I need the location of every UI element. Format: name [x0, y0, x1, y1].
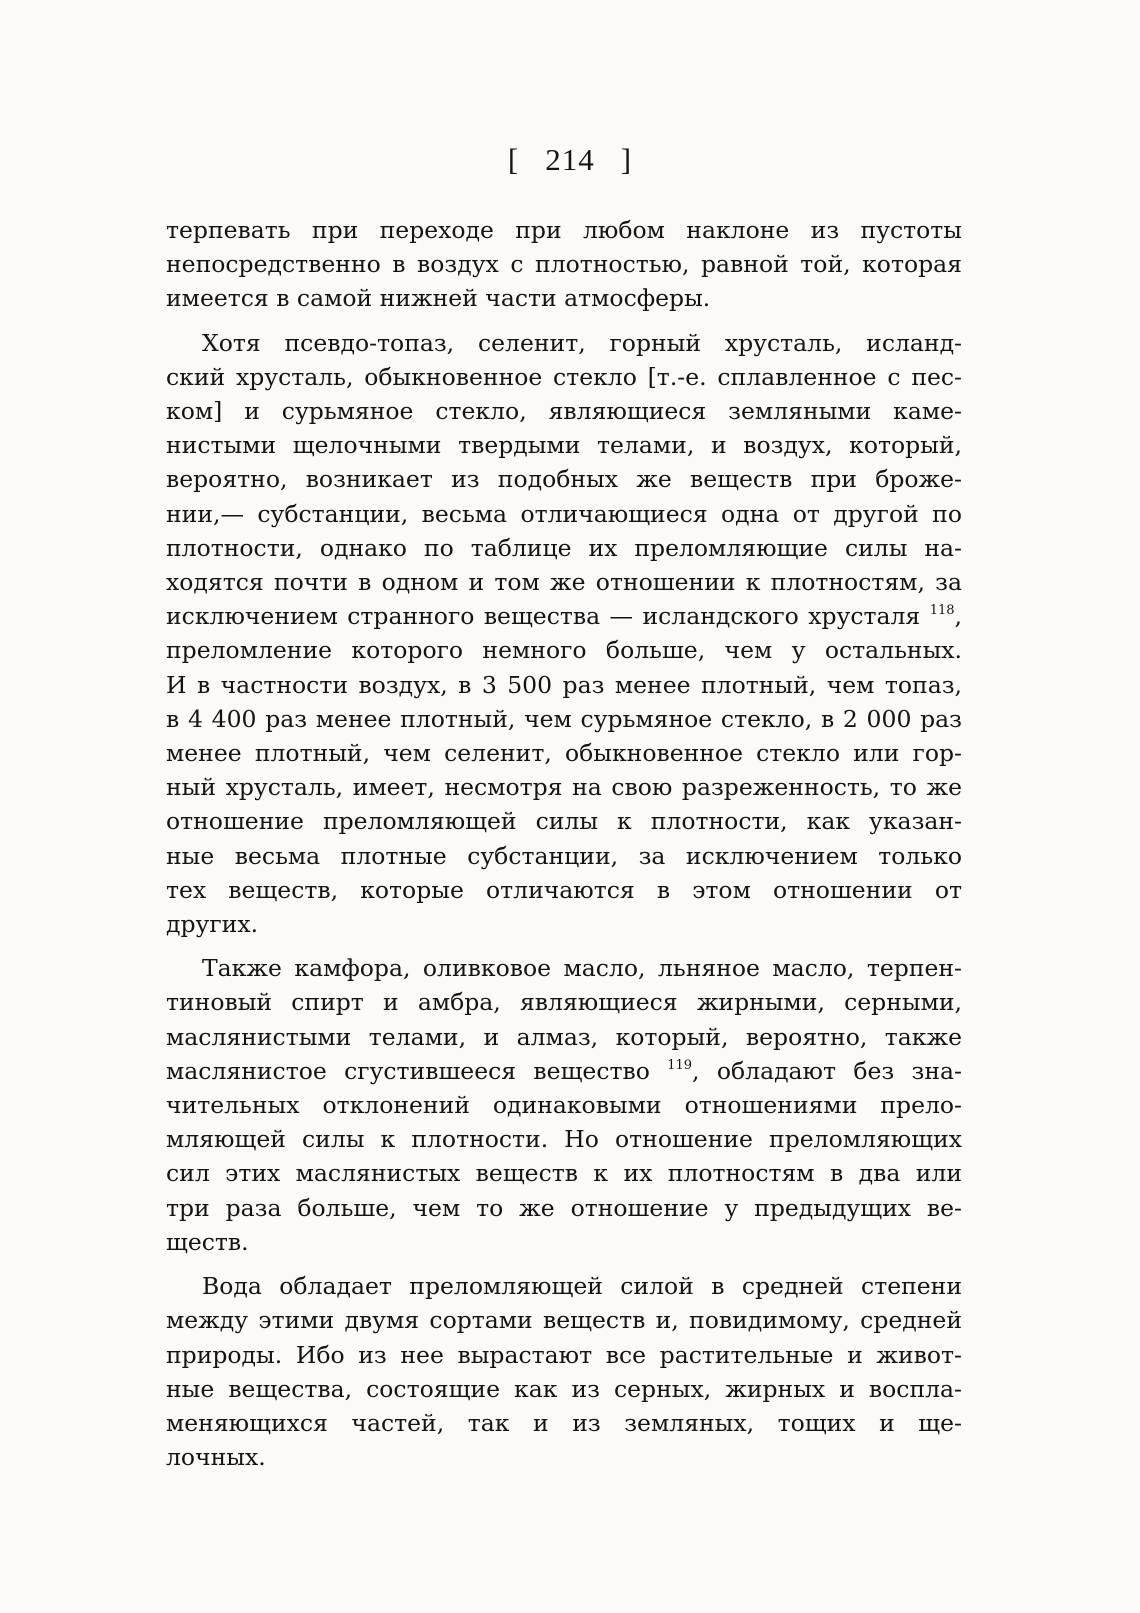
text-line: терпевать при переходе при любом наклоне из пустоты	[166, 216, 962, 244]
text-line: тиновый спирт и амбра, являющиеся жирными, серными,	[166, 988, 962, 1017]
text-line: ный хрусталь, имеет, несмотря на свою разреженность, то же	[166, 773, 962, 802]
text-line: Также камфора, оливковое масло, льняное масло, терпен-	[202, 954, 962, 983]
page-number-value: 214	[545, 142, 595, 177]
page-number	[0, 142, 1140, 178]
text-line: имеется в самой нижней части атмосферы.	[166, 284, 711, 313]
text-line: ществ.	[166, 1227, 249, 1256]
footnote-reference: 118	[929, 603, 955, 619]
text-segment: маслянистое сгустившееся вещество	[166, 1056, 650, 1085]
text-line: непосредственно в воздух с плотностью, равной той, которая	[166, 250, 962, 279]
text-line: три раза больше, чем то же отношение у предыдущих ве-	[166, 1193, 962, 1222]
text-segment: , обладают без зна-	[692, 1056, 962, 1085]
text-segment: исключением странного вещества — исландского хрусталя	[166, 602, 921, 631]
text-line: нии,— субстанции, весьма отличающиеся одна от другой по	[166, 499, 962, 528]
text-line: ский хрусталь, обыкновенное стекло [т.-е. сплавленное с пес-	[166, 362, 962, 391]
footnote-reference: 119	[667, 1057, 693, 1073]
text-line: меняющихся частей, так и из земляных, тощих и ще-	[166, 1408, 962, 1437]
text-line: других.	[166, 910, 259, 939]
text-line: нистыми щелочными твердыми телами, и воздух, который,	[166, 431, 962, 460]
text-line: вероятно, возникает из подобных же веществ при броже-	[166, 465, 962, 494]
text-line: И в частности воздух, в 3 500 раз менее плотный, чем топаз,	[166, 670, 962, 699]
text-line-with-footnote	[166, 599, 962, 633]
text-line: ные вещества, состоящие как из серных, жирных и воспла-	[166, 1374, 962, 1403]
text-segment: ,	[954, 602, 962, 631]
text-line: в 4 400 раз менее плотный, чем сурьмяное стекло, в 2 000 раз	[166, 704, 962, 733]
text-line: между этими двумя сортами веществ и, повидимому, средней	[166, 1306, 962, 1335]
text-line: природы. Ибо из нее вырастают все растительные и живот-	[166, 1340, 962, 1369]
text-line: преломление которого немного больше, чем у остальных.	[166, 636, 962, 665]
text-line: чительных отклонений одинаковыми отношениями прело-	[166, 1091, 962, 1120]
text-line: ные весьма плотные субстанции, за исключением только	[166, 841, 962, 870]
text-line: тех веществ, которые отличаются в этом отношении от	[166, 875, 962, 904]
text-line: маслянистыми телами, и алмаз, который, вероятно, также	[166, 1022, 962, 1051]
body-text	[166, 213, 962, 1474]
page-number-left-bracket: [	[507, 142, 520, 177]
text-line: плотности, однако по таблице их преломляющие силы на-	[166, 533, 962, 562]
text-line: мляющей силы к плотности. Но отношение преломляющих	[166, 1125, 962, 1154]
text-line: менее плотный, чем селенит, обыкновенное стекло или гор-	[166, 739, 962, 768]
page-number-right-bracket: ]	[620, 142, 633, 177]
text-line: ходятся почти в одном и том же отношении к плотностям, за	[166, 568, 962, 597]
text-line: Вода обладает преломляющей силой в средней степени	[202, 1272, 962, 1301]
text-line: ком] и сурьмяное стекло, являющиеся земляными каме-	[166, 397, 962, 426]
text-line: отношение преломляющей силы к плотности, как указан-	[166, 807, 962, 836]
text-line: сил этих маслянистых веществ к их плотностям в два или	[166, 1159, 962, 1188]
text-line: лочных.	[166, 1443, 266, 1472]
text-line: Хотя псевдо-топаз, селенит, горный хрусталь, исланд-	[202, 328, 962, 357]
text-line-with-footnote	[166, 1054, 962, 1088]
